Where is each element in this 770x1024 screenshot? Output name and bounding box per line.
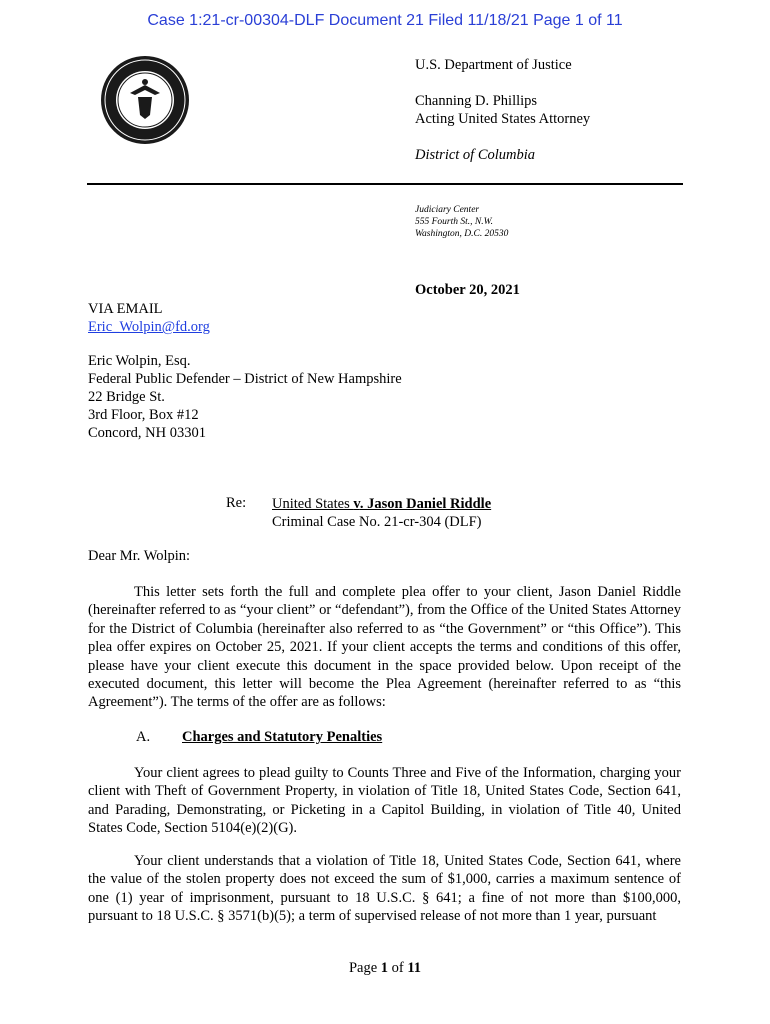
footer-prefix: Page [348, 960, 381, 976]
case-caption-v: v [353, 496, 360, 512]
footer-current: 1 [380, 960, 388, 976]
page-footer [0, 960, 770, 977]
recipient-street: 22 Bridge St. [88, 389, 165, 405]
penalties-paragraph: Your client understands that a violation of Title 18, United States Code, Section 641, where the value of the stolen property does not exceed the sum of $1,000, carries a maximum sentence of one (1) year of imprisonment, pursuant to 18 U.S.C. § 641; a fine of not more than $100,000, pursuant to 18 U.S.C. § 3571(b)(5); a term of supervised release of not more than 1 year, pursuant [88, 853, 681, 925]
charges-paragraph: Your client agrees to plead guilty to Counts Three and Five of the Information, charging your client with Theft of Government Property, in violation of Title 18, United States Code, Section 641, and Parading, Demonstrating, or Picketing in a Capitol Building, in violation of Title 40, United States Code, Section 5104(e)(2)(G). [88, 765, 681, 837]
letterhead-divider [87, 183, 683, 185]
agency-name: U.S. Department of Justice [415, 57, 572, 73]
intro-paragraph: This letter sets forth the full and complete plea offer to your client, Jason Daniel Riddle (hereinafter referred to as “your client” or “defendant”), from the Office of the United States Attorney for the District of Columbia (hereinafter also referred to as “the Government” or “this Office”). This plea offer expires on October 25, 2021. If your client accepts the terms and conditions of this offer, please have your client execute this document in the space provided below. Upon receipt of the executed document, this letter will become the Plea Agreement (hereinafter referred to as “this Agreement”). The terms of the offer are as follows: [88, 584, 681, 711]
recipient-city: Concord, NH 03301 [88, 425, 207, 441]
office-address [415, 204, 508, 240]
delivery-method: VIA EMAIL [88, 301, 163, 317]
recipient-office: Federal Public Defender – District of New Hampshire [88, 371, 402, 387]
address-line: Washington, D.C. 20530 [415, 229, 509, 239]
letter-date: October 20, 2021 [415, 282, 520, 298]
case-number: Criminal Case No. 21-cr-304 (DLF) [272, 514, 482, 530]
address-line: 555 Fourth St., N.W. [415, 217, 494, 227]
salutation: Dear Mr. Wolpin: [88, 548, 191, 564]
recipient-email-link[interactable]: Eric_Wolpin@fd.org [88, 319, 210, 335]
footer-total: 11 [407, 960, 422, 976]
section-letter: A. [136, 729, 151, 745]
re-label: Re: [226, 495, 247, 511]
section-heading: Charges and Statutory Penalties [182, 729, 383, 745]
official-title: Acting United States Attorney [415, 111, 591, 127]
re-subject [272, 495, 491, 531]
case-caption-party: . Jason Daniel Riddle [359, 496, 492, 512]
district-name: District of Columbia [415, 147, 536, 163]
address-line: Judiciary Center [415, 205, 480, 215]
footer-middle: of [388, 960, 408, 976]
case-header-stamp: Case 1:21-cr-00304-DLF Document 21 Filed 11/18/21 Page 1 of 11 [147, 12, 623, 29]
case-caption-prefix: United States [272, 496, 354, 512]
doj-seal-icon [100, 55, 190, 145]
recipient-name: Eric Wolpin, Esq. [88, 353, 191, 369]
recipient-floor: 3rd Floor, Box #12 [88, 407, 199, 423]
case-caption [272, 495, 491, 513]
recipient-address [88, 352, 402, 442]
official-name: Channing D. Phillips [415, 93, 538, 109]
